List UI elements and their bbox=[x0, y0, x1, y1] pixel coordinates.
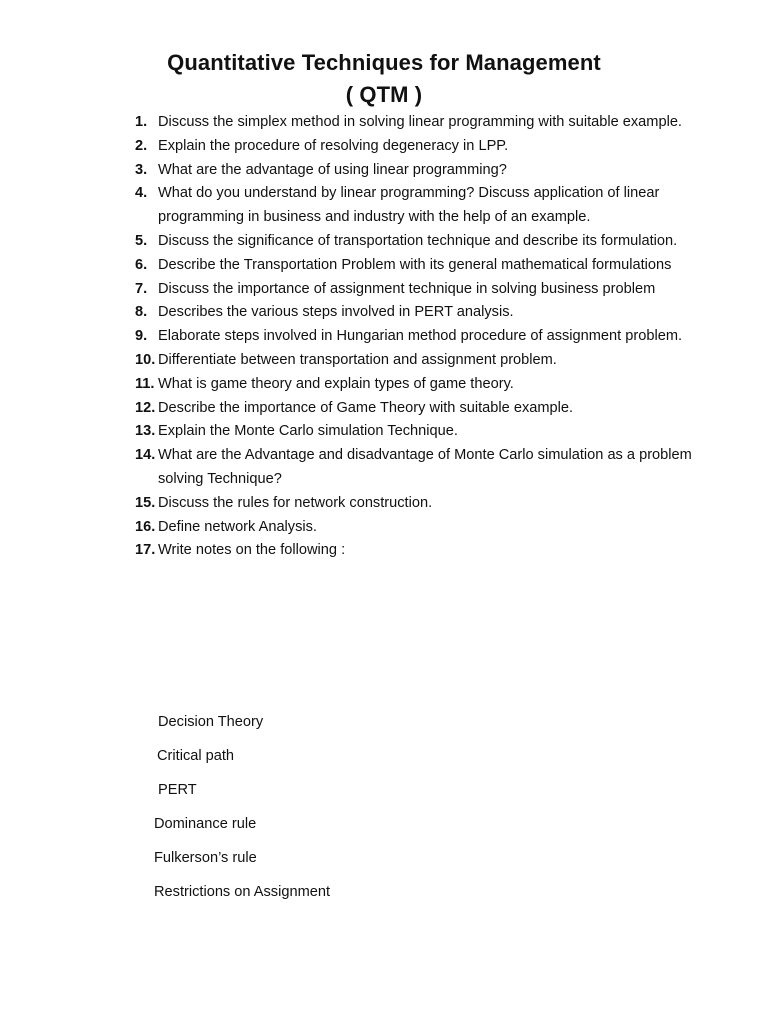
note-item: Restrictions on Assignment bbox=[154, 884, 331, 900]
question-text: Explain the procedure of resolving degeneracy in LPP. bbox=[158, 137, 509, 154]
question-item bbox=[135, 182, 695, 230]
question-text: Differentiate between transportation and assignment problem. bbox=[158, 351, 557, 368]
question-item bbox=[135, 301, 695, 325]
question-number: 3. bbox=[135, 161, 148, 178]
question-number: 17. bbox=[135, 542, 156, 559]
question-item bbox=[135, 420, 695, 444]
document-title: Quantitative Techniques for Management bbox=[167, 50, 601, 75]
question-list bbox=[135, 111, 695, 563]
question-number: 5. bbox=[135, 232, 148, 249]
question-number: 14. bbox=[135, 447, 156, 464]
question-number: 6. bbox=[135, 256, 148, 273]
question-number: 7. bbox=[135, 280, 148, 297]
note-item: Dominance rule bbox=[154, 816, 257, 832]
question-text: What is game theory and explain types of game theory. bbox=[158, 375, 514, 392]
question-text: Explain the Monte Carlo simulation Technique. bbox=[158, 423, 458, 440]
question-number: 15. bbox=[135, 494, 156, 511]
question-item bbox=[135, 111, 695, 135]
note-item: PERT bbox=[158, 782, 197, 798]
question-item bbox=[135, 230, 695, 254]
question-number: 13. bbox=[135, 423, 156, 440]
question-text: Discuss the simplex method in solving linear programming with suitable example. bbox=[158, 114, 682, 130]
question-text: Describe the Transportation Problem with its general mathematical formulations bbox=[158, 256, 672, 273]
question-item bbox=[135, 492, 695, 516]
question-number: 10. bbox=[135, 351, 156, 368]
question-text: Define network Analysis. bbox=[158, 518, 317, 535]
question-text: What are the Advantage and disadvantage of Monte Carlo simulation as a problem solving Technique? bbox=[158, 447, 692, 487]
question-number: 4. bbox=[135, 185, 148, 202]
question-number: 1. bbox=[135, 114, 148, 130]
question-number: 12. bbox=[135, 399, 156, 416]
question-item bbox=[135, 373, 695, 397]
question-text: Discuss the importance of assignment technique in solving business problem bbox=[158, 280, 656, 297]
question-item bbox=[135, 539, 695, 563]
question-text: Discuss the significance of transportation technique and describe its formulation. bbox=[158, 232, 678, 249]
question-item bbox=[135, 135, 695, 159]
question-item bbox=[135, 159, 695, 183]
note-item: Decision Theory bbox=[158, 714, 264, 730]
question-item bbox=[135, 254, 695, 278]
note-item: Fulkerson’s rule bbox=[154, 850, 257, 866]
question-text: Discuss the rules for network construction. bbox=[158, 494, 433, 511]
question-text: Elaborate steps involved in Hungarian method procedure of assignment problem. bbox=[158, 328, 683, 345]
question-item bbox=[135, 516, 695, 540]
question-item bbox=[135, 349, 695, 373]
document-subtitle: ( QTM ) bbox=[345, 82, 423, 107]
question-text: Describes the various steps involved in PERT analysis. bbox=[158, 304, 514, 321]
note-item: Critical path bbox=[157, 748, 235, 764]
question-text: What are the advantage of using linear programming? bbox=[158, 161, 507, 178]
question-number: 8. bbox=[135, 304, 148, 321]
question-number: 16. bbox=[135, 518, 156, 535]
question-item bbox=[135, 325, 695, 349]
question-number: 2. bbox=[135, 137, 148, 154]
question-text: Describe the importance of Game Theory with suitable example. bbox=[158, 399, 574, 416]
question-item bbox=[135, 444, 695, 492]
question-number: 11. bbox=[135, 375, 155, 392]
question-text: Write notes on the following : bbox=[158, 542, 346, 559]
question-item bbox=[135, 278, 695, 302]
question-text: What do you understand by linear programming? Discuss application of linear programming in business and industry with the help of an example. bbox=[158, 185, 660, 226]
question-number: 9. bbox=[135, 328, 148, 345]
question-item bbox=[135, 397, 695, 421]
